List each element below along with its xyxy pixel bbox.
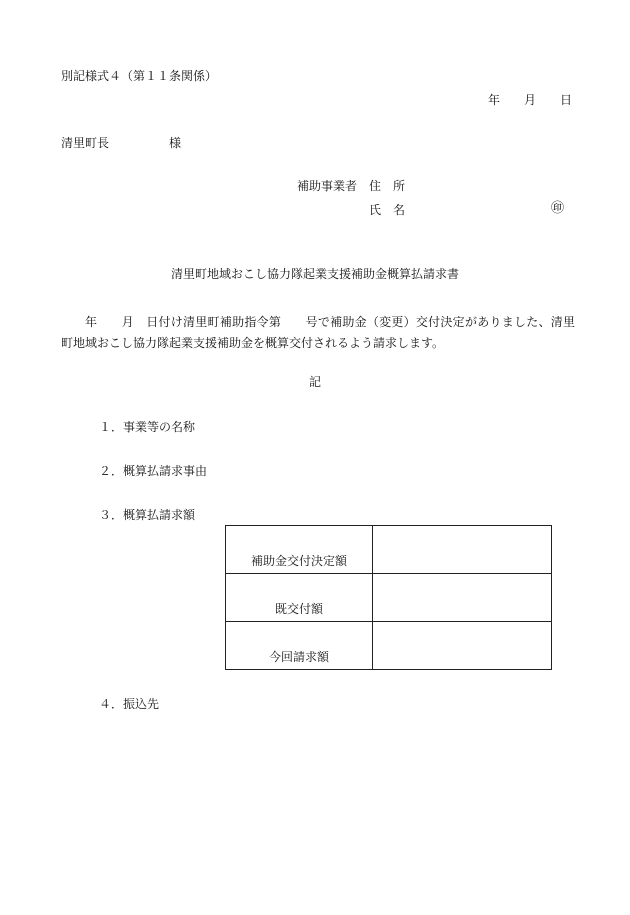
form-number: 別記様式４（第１１条関係） (61, 69, 218, 83)
date-line: 年 月 日 (487, 93, 572, 107)
request-body-text: 年 月 日付け清里町補助指令第 号で補助金（変更）交付決定がありました、清里町地域おこし協力隊起業支援補助金を概算交付されるよう請求します。 (61, 315, 575, 350)
document-title: 清里町地域おこし協力隊起業支援補助金概算払請求書 (170, 267, 459, 281)
current-request-amount-value[interactable] (373, 622, 552, 670)
addressee: 清里町長 様 (61, 136, 182, 150)
item-transfer-destination: ４．振込先 (99, 697, 160, 711)
table-row (226, 622, 552, 670)
applicant-address-label: 補助事業者 住 所 (297, 179, 406, 193)
amount-table (225, 525, 552, 670)
ki-heading: 記 (308, 375, 321, 389)
table-row (226, 574, 552, 622)
already-issued-amount-value[interactable] (373, 574, 552, 622)
grant-decision-amount-label: 補助金交付決定額 (226, 526, 373, 574)
item-request-amount: ３．概算払請求額 (99, 508, 196, 522)
item-request-reason: ２．概算払請求事由 (99, 464, 208, 478)
seal-mark: ㊞ (551, 201, 565, 216)
grant-decision-amount-value[interactable] (373, 526, 552, 574)
item-project-name: １．事業等の名称 (99, 420, 196, 434)
table-row (226, 526, 552, 574)
current-request-amount-label: 今回請求額 (226, 622, 373, 670)
applicant-name-label: 氏 名 (369, 203, 406, 217)
already-issued-amount-label: 既交付額 (226, 574, 373, 622)
